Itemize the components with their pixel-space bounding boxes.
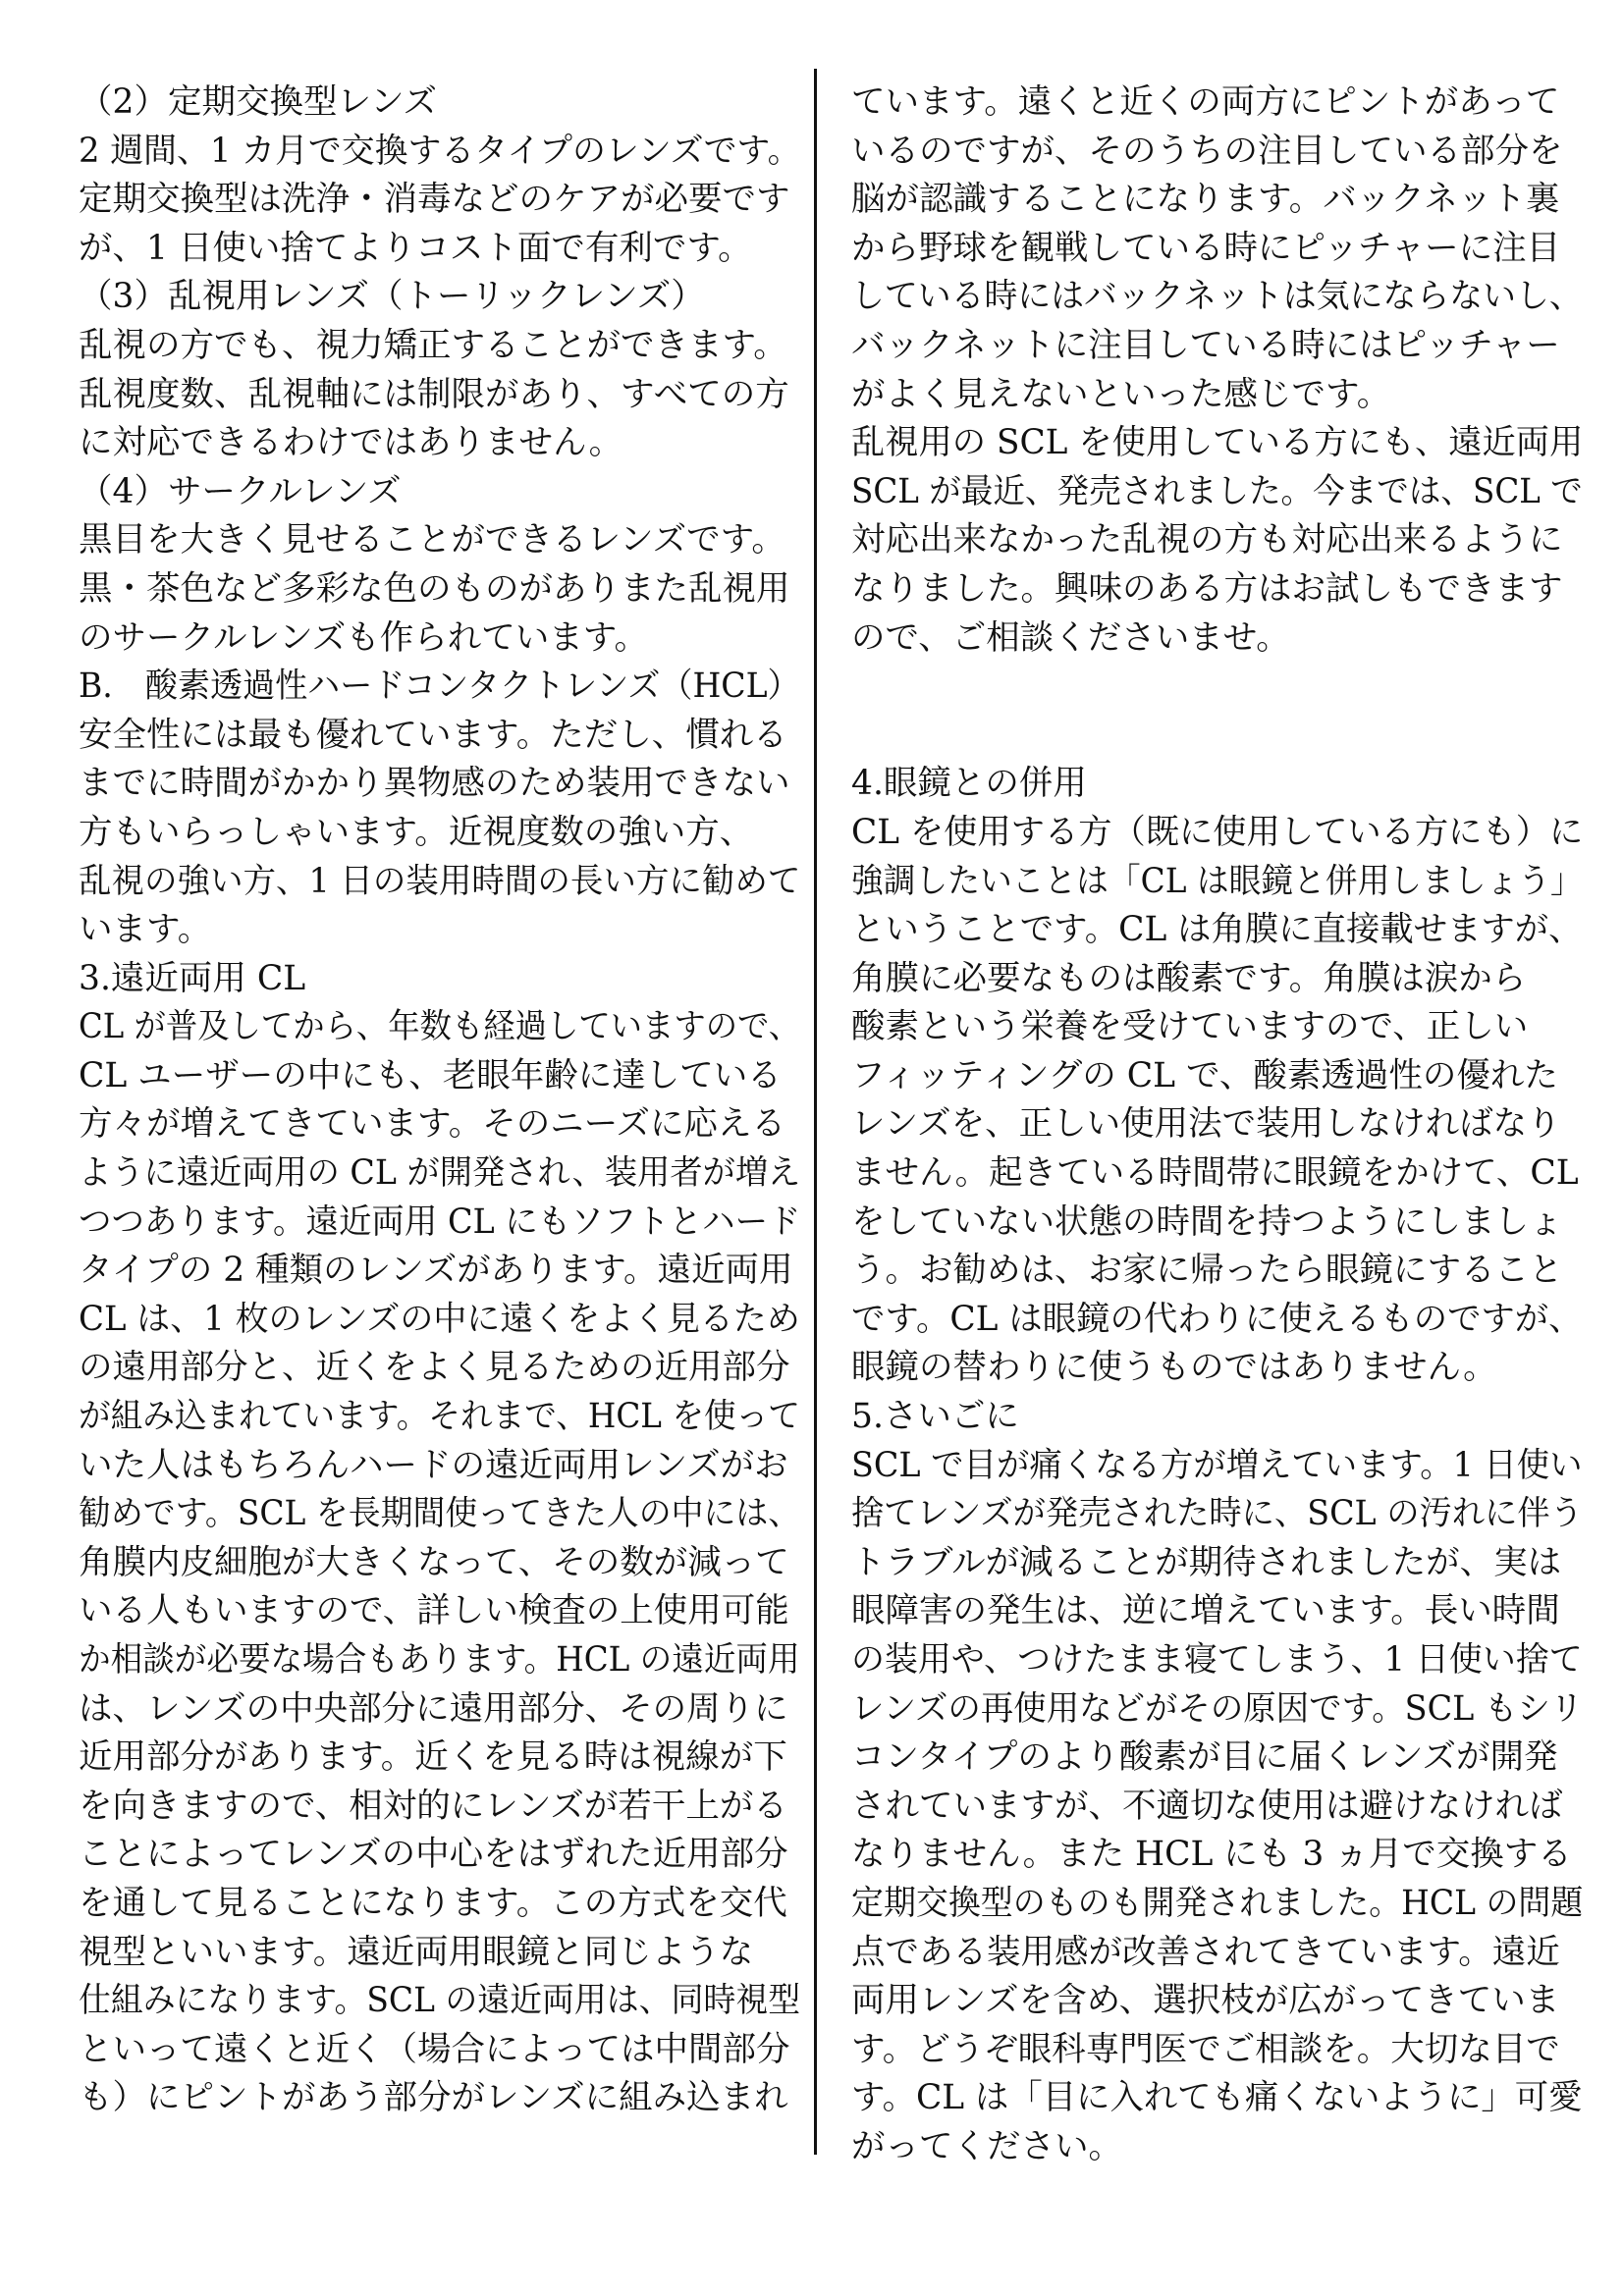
text-line: をしていない状態の時間を持つようにしましょ: [851, 1201, 1563, 1242]
text-line: う。お勧めは、お家に帰ったら眼鏡にすること: [851, 1251, 1563, 1291]
text-line: 乱視の方でも、視力矯正することができます。: [79, 325, 787, 365]
text-line: 黒・茶色など多彩な色のものがありまた乱視用: [79, 568, 790, 609]
text-line: います。: [79, 910, 212, 950]
text-line: も）にピントがあう部分がレンズに組み込まれ: [79, 2078, 788, 2118]
text-line: がよく見えないといった感じです。: [851, 374, 1391, 414]
text-line: SCL が最近、発売されました。今までは、SCL で: [851, 471, 1583, 511]
text-line: 安全性には最も優れています。ただし、慣れる: [79, 715, 787, 755]
text-line: です。CL は眼鏡の代わりに使えるものですが、: [851, 1299, 1583, 1339]
text-line: ということです。CL は角膜に直接載せますが、: [851, 910, 1583, 950]
text-line: いた人はもちろんハードの遠近両用レンズがお: [79, 1445, 788, 1485]
text-line: なりました。興味のある方はお試しもできます: [851, 568, 1563, 609]
text-line: が組み込まれています。それまで、HCL を使って: [79, 1397, 800, 1437]
text-line: 乱視の強い方、1 日の装用時間の長い方に勧めて: [79, 861, 801, 901]
text-line: 方々が増えてきています。そのニーズに応える: [79, 1104, 786, 1145]
text-line: 眼鏡の替わりに使うものではありません。: [851, 1348, 1497, 1388]
text-line: 対応出来なかった乱視の方も対応出来るように: [851, 520, 1563, 561]
text-line: が、1 日使い捨てよりコスト面で有利です。: [79, 228, 752, 268]
text-line: 視型といいます。遠近両用眼鏡と同じような: [79, 1932, 754, 1972]
column-divider: [814, 69, 817, 2155]
text-line: 2 週間、1 カ月で交換するタイプのレンズです。: [79, 131, 801, 171]
left-text-column: [79, 79, 800, 2123]
text-line: す。CL は「目に入れても痛くないように」可愛: [851, 2078, 1583, 2118]
text-line: 乱視度数、乱視軸には制限があり、すべての方: [79, 374, 789, 414]
text-line: 5.さいごに: [851, 1397, 1019, 1437]
text-line: 眼障害の発生は、逆に増えています。長い時間: [851, 1591, 1560, 1631]
text-line: 点である装用感が改善されてきています。遠近: [851, 1932, 1560, 1972]
text-line: レンズを、正しい使用法で装用しなければなり: [851, 1104, 1561, 1145]
text-line: から野球を観戦している時にピッチャーに注目: [851, 228, 1561, 268]
text-line: 近用部分があります。近くを見る時は視線が下: [79, 1737, 787, 1778]
text-line: SCL で目が痛くなる方が増えています。1 日使い: [851, 1445, 1583, 1485]
text-line: （4）サークルレンズ: [79, 471, 402, 511]
text-line: に対応できるわけではありません。: [79, 423, 623, 463]
text-line: までに時間がかかり異物感のため装用できない: [79, 764, 790, 804]
text-line: 定期交換型は洗浄・消毒などのケアが必要です: [79, 180, 790, 220]
text-line: CL ユーザーの中にも、老眼年齢に達している: [79, 1055, 782, 1095]
text-line: コンタイプのより酸素が目に届くレンズが開発: [851, 1737, 1558, 1778]
text-line: 仕組みになります。SCL の遠近両用は、同時視型: [79, 1981, 801, 2021]
text-line: なりません。また HCL にも 3 ヵ月で交換する: [851, 1835, 1572, 1875]
text-line: 両用レンズを含め、選択枝が広がってきていま: [851, 1981, 1560, 2021]
text-line: を向きますので、相対的にレンズが若干上がる: [79, 1786, 787, 1826]
text-line: CL は、1 枚のレンズの中に遠くをよく見るため: [79, 1299, 800, 1339]
text-line: CL が普及してから、年数も経過していますので、: [79, 1007, 801, 1047]
text-line: 定期交換型のものも開発されました。HCL の問題: [851, 1883, 1584, 1923]
text-line: レンズの再使用などがその原因です。SCL もシリ: [851, 1688, 1584, 1729]
text-line: 酸素という栄養を受けていますので、正しい: [851, 1007, 1529, 1047]
text-line: 4.眼鏡との併用: [851, 764, 1087, 804]
text-line: ています。遠くと近くの両方にピントがあって: [851, 82, 1560, 122]
text-line: 脳が認識することになります。バックネット裏: [851, 180, 1560, 220]
text-line: つつあります。遠近両用 CL にもソフトとハード: [79, 1201, 801, 1242]
text-line: フィッティングの CL で、酸素透過性の優れた: [851, 1055, 1558, 1095]
text-line: CL を使用する方（既に使用している方にも）に: [851, 812, 1584, 852]
text-line: いる人もいますので、詳しい検査の上使用可能: [79, 1591, 789, 1631]
text-line: 黒目を大きく見せることができるレンズです。: [79, 520, 785, 561]
text-line: いるのですが、そのうちの注目している部分を: [851, 131, 1563, 171]
text-line: タイプの 2 種類のレンズがあります。遠近両用: [79, 1251, 793, 1291]
text-line: [851, 663, 1583, 712]
text-line: （2）定期交換型レンズ: [79, 82, 438, 122]
text-line: か相談が必要な場合もあります。HCL の遠近両用: [79, 1640, 800, 1680]
right-text-column: [851, 79, 1583, 2172]
text-line: [851, 712, 1583, 761]
text-line: バックネットに注目している時にはピッチャー: [851, 325, 1560, 365]
text-line: ので、ご相談くださいませ。: [851, 617, 1290, 658]
text-line: といって遠くと近く（場合によっては中間部分: [79, 2029, 790, 2069]
text-line: 角膜に必要なものは酸素です。角膜は涙から: [851, 958, 1527, 998]
text-line: 方もいらっしゃいます。近視度数の強い方、: [79, 812, 754, 852]
text-line: している時にはバックネットは気にならないし、: [851, 277, 1583, 317]
text-line: 捨てレンズが発売された時に、SCL の汚れに伴う: [851, 1494, 1583, 1534]
text-line: 乱視用の SCL を使用している方にも、遠近両用: [851, 423, 1584, 463]
text-line: す。どうぞ眼科専門医でご相談を。大切な目で: [851, 2029, 1560, 2069]
text-line: ません。起きている時間帯に眼鏡をかけて、CL: [851, 1153, 1579, 1194]
text-line: ことによってレンズの中心をはずれた近用部分: [79, 1835, 788, 1875]
text-line: 角膜内皮細胞が大きくなって、その数が減って: [79, 1542, 789, 1582]
text-line: の装用や、つけたまま寝てしまう、1 日使い捨て: [851, 1640, 1583, 1680]
text-line: 強調したいことは「CL は眼鏡と併用しましょう」: [851, 861, 1583, 901]
text-line: ように遠近両用の CL が開発され、装用者が増え: [79, 1153, 801, 1194]
text-line: B. 酸素透過性ハードコンタクトレンズ（HCL）: [79, 667, 800, 707]
text-line: トラブルが減ることが期待されましたが、実は: [851, 1542, 1562, 1582]
text-line: 3.遠近両用 CL: [79, 958, 306, 998]
text-line: は、レンズの中央部分に遠用部分、その周りに: [79, 1688, 788, 1729]
text-line: がってください。: [851, 2126, 1122, 2166]
text-line: されていますが、不適切な使用は避けなければ: [851, 1786, 1563, 1826]
text-line: のサークルレンズも作られています。: [79, 617, 648, 658]
text-line: を通して見ることになります。この方式を交代: [79, 1883, 787, 1923]
text-line: 勧めです。SCL を長期間使ってきた人の中には、: [79, 1494, 801, 1534]
text-line: （3）乱視用レンズ（トーリックレンズ）: [79, 277, 705, 317]
text-line: の遠用部分と、近くをよく見るための近用部分: [79, 1348, 790, 1388]
